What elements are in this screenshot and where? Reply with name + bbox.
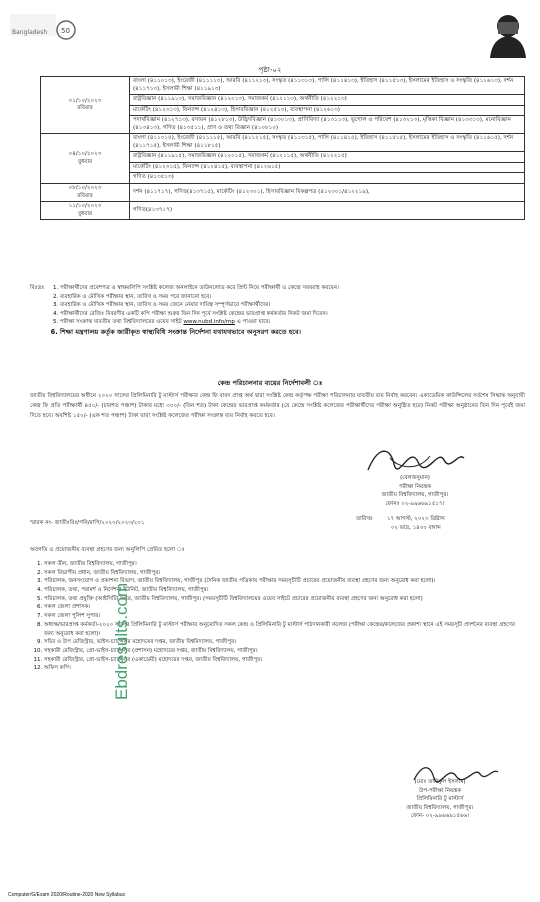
date-label: তারিখঃ xyxy=(356,516,373,522)
notes-label: বিঃদ্রঃ xyxy=(30,285,45,291)
watermark: Ebdresults.com xyxy=(112,582,131,700)
distribution-item: 1. সকল ডীন, জাতীয় বিশ্ববিদ্যালয়, গাজীপুর। xyxy=(44,560,525,569)
distribution-item: 4. পরিচালক, তথ্য, পরামর্শ ও নির্দেশনা ইউনিট, জাতীয় বিশ্ববিদ্যালয়, গাজীপুর। xyxy=(44,586,525,595)
schedule-date-cell xyxy=(41,134,130,184)
distribution-item: 12. অফিস কপি। xyxy=(44,664,525,673)
distribution-item: 10. সহকারী রেজিস্ট্রার, প্রো-ভাইস-চ্যান্সেলর (প্রশাসন) মহোদয়ের দপ্তর, জাতীয় বিশ্ববিদ্যালয়, গাজীপুর। xyxy=(44,647,525,656)
schedule-row xyxy=(41,134,525,152)
schedule-date-cell xyxy=(41,184,130,202)
note-item: 2. ব্যবহারিক ও মৌখিক পরীক্ষার স্থান, তারিখ ও সময় পরে জানানো হবে। xyxy=(60,293,525,302)
subject-cell: বাংলা (৪১১০১৫), ইংরেজী (৪১১১১৫), আরবি (৪১১২১৫), সংস্কৃত (৪১১৩১৫), পালি (৪১১৪১৫), ইতিহাস (৪১১৫১৫), ইসলামের ইতিহাস ও সংস্কৃতি (৪১১৬১৫), দর্শন (৪১১৭১৫), ইসলামী শিক্ষা (৪১১৮১৫) xyxy=(130,134,525,152)
exam-schedule-table xyxy=(40,76,525,220)
distribution-item: 7. সকল জেলা পুলিশ সুপার। xyxy=(44,612,525,621)
exam-day: রবিবার xyxy=(77,105,93,112)
subject-cell: দর্শন (৪১১৭১৭), গণিত(৪১৩৭১৫), মার্কেটিং (৪১২৩০১), হিসাববিজ্ঞান বিকল্পপত্র (৪১২৩০১/৪১২২১৯), xyxy=(130,184,525,202)
footer-path: Computer/G/Exam 2020/Routine-2020 New Syllabus xyxy=(8,892,126,898)
signatory-block xyxy=(360,778,520,821)
note-item: 3. ব্যবহারিক ও মৌখিক পরীক্ষার স্থান, তারিখ ও সময় জেনে নেয়ার দায়িত্ব সম্পূর্ণভাবে পরীক্ষার্থীদের। xyxy=(60,301,525,310)
instructions-title: কেন্দ্র পরিচালনার ব্যয়ের নির্দেশাবলী ঃ xyxy=(217,379,323,387)
distribution-item: 5. পরিচালক, তথ্য প্রযুক্তি (আইসিটি) দপ্তর, জাতীয় বিশ্ববিদ্যালয়, গাজীপুর। (সময়সূচীটি বিশ্ববিদ্যালয়ের ওয়েব সাইটে প্রচারের প্রয়োজনীয় ব্যবস্থা গ্রহণের জন্য অনুরোধ করা হলো) xyxy=(44,595,525,604)
subject-cell: পদার্থবিজ্ঞান (৪১২৭১৩), রসায়ন (৪১২৮১৩), উদ্ভিদবিজ্ঞান (৪১৩০১৩), প্রাণিবিদ্যা (৪১৩১১৩), ভূগোল ও পরিবেশ (৪১৩২১৩), মৃত্তিকা বিজ্ঞান (৪১৩৩১৩), মনোবিজ্ঞান (৪১৩৪১৩), গণিত (৪১৩৫১১), প্রাণ ও তথ্য বিজ্ঞান (৪১০৮১০) xyxy=(130,116,525,134)
subject-cell: মার্কেটিং (৪১২৩১৫), ফিন্যান্স (৪১২৪১৫), ব্যবস্থাপনা (৪১২৬১৫) xyxy=(130,162,525,173)
schedule-row xyxy=(41,202,525,220)
instructions-body: জাতীয় বিশ্ববিদ্যালয়ের অধীনে ২০২০ সালের প্রিলিমিনারি টু মাস্টার্স পরীক্ষার কেন্দ্র ফি বাবদ প্রাপ্ত অর্থ দ্বারা সংশ্লিষ্ট কেন্দ্র কর্তৃপক্ষ পরীক্ষা পরিচালনার যাবতীয় ব্যয় নির্বাহ করবেন। একাডেমিক কাউন্সিলের সর্বশেষ সিদ্ধান্ত অনুযায়ী কেন্দ্র ফি প্রতি পরীক্ষার্থী ৪৫০/- (চারশত পঞ্চাশ) টাকার মধ্যে ৩০০/- (তিন শত) টাকা কেন্দ্রের ভারপ্রাপ্ত কর্মকর্তার (যে কেন্দ্রে সংশ্লিষ্ট কলেজের পরীক্ষার্থীদের পরীক্ষা অনুষ্ঠিত হবে) নিকট পরীক্ষা অনুষ্ঠানের তিন দিন পূর্বেই জমা দিতে হবে। অবশিষ্ট ১৫০/- (এক শত পঞ্চাশ) টাকা দ্বারা সংশ্লিষ্ট কলেজের পরীক্ষা সংক্রান্ত ব্যয় নির্বাহ করতে হবে। xyxy=(30,393,525,419)
note-item-health: 6. শিক্ষা মন্ত্রণালয় কর্তৃক জারীকৃত স্বাস্থ্যবিধি সংক্রান্ত নির্দেশনা যথাযথভাবে অনুসরণ করতে হবে। xyxy=(60,327,525,337)
subject-cell: মার্কেটিং (৪১২৩১৩), ফিন্যান্স (৪১২৪১৩), হিসাববিজ্ঞান (৪১২৫১৩), ব্যবস্থাপনা (৪১২৬১৩) xyxy=(130,105,525,116)
schedule-date-cell xyxy=(41,202,130,220)
portrait-logo xyxy=(484,8,532,58)
subject-cell: বাংলা (৪১১০১৩), ইংরেজী (৪১১১১৩), আরবি (৪১১২১৩), সংস্কৃত (৪১১৩১৩), পালি (৪১১৪১৩), ইতিহাস (৪১১৫১৩), ইসলামের ইতিহাস ও সংস্কৃতি (৪১১৬১৩), দর্শন (৪১১৭১৩), ইসলামী শিক্ষা (৪১১৯১৩) xyxy=(130,77,525,95)
mujib-100-logo xyxy=(8,10,78,48)
svg-text:50: 50 xyxy=(61,27,70,35)
distribution-item: 3. পরিচালক, জনসংযোগ ও প্রকাশনা বিভাগ, জাতীয় বিশ্ববিদ্যালয়, গাজীপুর (দৈনিক জাতীয় পত্রিকায় পরীক্ষার সময়সূচীটি প্রচারের প্রয়োজনীয় ব্যবস্থা গ্রহণের জন্য অনুরোধ করা হলো)। xyxy=(44,577,525,586)
signatory-org: জাতীয় বিশ্ববিদ্যালয়, গাজীপুর। xyxy=(381,492,449,499)
note-item: 1. পরীক্ষার্থীদের প্রবেশপত্র ও স্বাক্ষরলিপি সংশ্লিষ্ট কলেজ অনলাইনে ডাউনলোড করে প্রিন্ট নিয়ে পরীক্ষার্থী ও কেন্দ্রে সরবরাহ করবেন। xyxy=(60,284,525,293)
signatory-name: (মোঃ তারিকুল ইসলাম) xyxy=(414,779,466,785)
exam-date: ১১/১০/২০২৩ xyxy=(68,203,102,210)
exam-date: ০১/১০/২০২৩ xyxy=(68,97,102,104)
signatory-exam: প্রিলিমিনারি টু মাস্টার্স xyxy=(416,796,464,803)
distribution-title: অবগতি ও প্রয়োজনীয় ব্যবস্থা গ্রহণের জন্য অনুলিপি প্রেরিত হলো ঃ xyxy=(30,547,185,553)
date-bengali: ০২ ভাদ্র, ১৪৩০ বঙ্গাব্দ xyxy=(390,524,441,531)
subject-cell: রাষ্ট্রবিজ্ঞান (৪১১৯১৩), সমাজবিজ্ঞান (৪১২০১৩), সমাজকর্ম (৪১২১১৩), অর্থনীতি (৪১২২১৩) xyxy=(130,95,525,106)
exam-day: রবিবার xyxy=(77,192,93,199)
signatory-block xyxy=(330,474,500,508)
note-item: 4. পরীক্ষার্থীদের রেজিঃ বিবরণীর একটি কপি পরীক্ষা শুরুর তিন দিন পূর্বে সংশ্লিষ্ট কেন্দ্রের ভারপ্রাপ্ত কর্মকর্তার নিকট জমা দিবেন। xyxy=(60,310,525,319)
memo-date xyxy=(356,515,445,532)
notes-section xyxy=(30,284,525,337)
schedule-date-cell xyxy=(41,77,130,134)
subject-cell: গণিত(৪১৩৭১৭) xyxy=(130,202,525,220)
subject-cell: রাষ্ট্রবিজ্ঞান (৪১১৯১৫), সমাজবিজ্ঞান (৪১২০১৫), সমাজকর্ম (৪১২১১৫), অর্থনীতি (৪১২২১৫) xyxy=(130,152,525,163)
note-item xyxy=(60,318,525,327)
page-number: পৃষ্ঠা-০২ xyxy=(258,66,282,74)
note-text: পরীক্ষা সংক্রান্ত যাবতীয় তথ্য বিশ্ববিদ্যালয়ের ওয়েব সাইট xyxy=(60,319,182,326)
exam-date: ০৮/১০/২০২৩ xyxy=(68,185,102,192)
signatory-phone: ফোন- ০২-৯৯৬৬৯১৫৬৬। xyxy=(410,813,470,820)
signatory-name: (বেলজনুমান) xyxy=(400,475,430,481)
memo-reference: স্মারক নং- জাতীঃবিঃ/পনি/মাপি/২০২০/২০২৩/২০১ xyxy=(30,520,145,526)
distribution-list xyxy=(30,560,525,673)
signature-controller xyxy=(360,440,470,478)
signatory-title: উপ-পরীক্ষা নিয়ন্ত্রক xyxy=(419,787,461,794)
distribution-item: 8. অধ্যক্ষ/ভারপ্রাপ্ত কর্মকর্তা-২০২০ সালের প্রিলিমিনারি টু মাস্টার্স পরীক্ষার অনুমোদিত সকল কেন্দ্র ও প্রিলিমিনারি টু মাস্টার্স পাঠদানকারী কলেজ (পরীক্ষা কেন্দ্রের/কলেজের প্রকাশ্য স্থানে এই সময়সূচী প্রদর্শনের ব্যবস্থা গ্রহণের জন্য অনুরোধ করা হলো)। xyxy=(44,621,525,638)
signatory-title: পরীক্ষা নিয়ন্ত্রক xyxy=(399,483,431,490)
subject-cell: গণিত (৪১৩৫১৩) xyxy=(130,173,525,184)
distribution-item: 6. সকল জেলা প্রশাসক। xyxy=(44,603,525,612)
distribution-item: 2. সকল বিভাগীয় প্রধান, জাতীয় বিশ্ববিদ্যালয়, গাজীপুর। xyxy=(44,569,525,578)
exam-day: বুধবার xyxy=(77,210,93,217)
exam-day: বুধবার xyxy=(77,158,93,165)
schedule-row xyxy=(41,77,525,95)
signatory-org: জাতীয় বিশ্ববিদ্যালয়, গাজীপুর। xyxy=(406,804,474,811)
schedule-row xyxy=(41,184,525,202)
date-gregorian: ১৭ আগস্ট, ২০২৩ খ্রিষ্টাব্দ xyxy=(386,516,445,522)
distribution-item: 11. সহকারী রেজিস্ট্রার, প্রো-ভাইস-চ্যান্সেলর (একাডেমী) মহোদয়ের দপ্তর, জাতীয় বিশ্ববিদ্যালয়, গাজীপুর। xyxy=(44,656,525,665)
website-link[interactable]: www.nubd.info/mp xyxy=(183,319,235,326)
svg-text:Bangladesh: Bangladesh xyxy=(12,29,48,36)
signatory-phone: ফোনঃ ০২-৯৯৬৬৯১৫১৭। xyxy=(385,500,445,507)
exam-date: ০৪/১০/২০২৩ xyxy=(68,151,102,158)
note-text: এ পাওয়া যাবে। xyxy=(236,319,271,326)
distribution-item: 9. সচিব ও উপ রেজিস্ট্রার, ভাইস-চ্যান্সেলর মহোদয়ের দপ্তর, জাতীয় বিশ্ববিদ্যালয়, গাজীপুর। xyxy=(44,638,525,647)
